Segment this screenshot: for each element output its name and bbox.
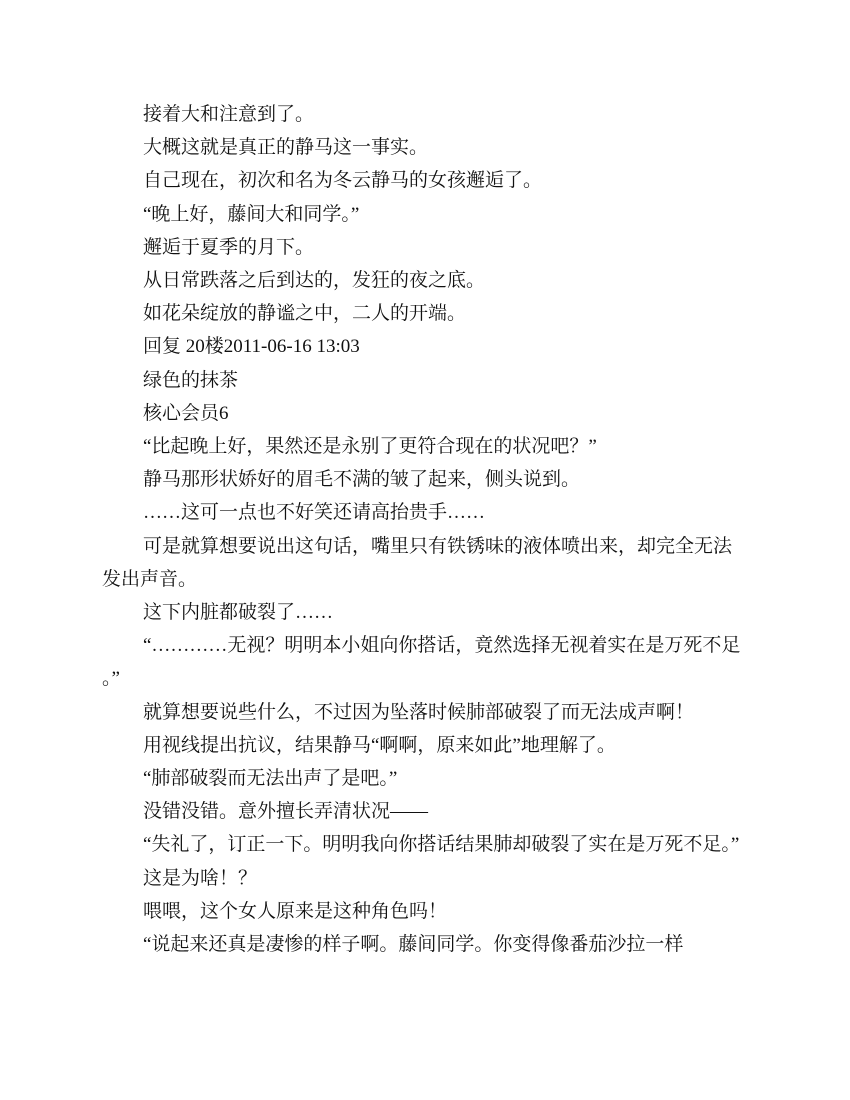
paragraph: 就算想要说些什么，不过因为坠落时候肺部破裂了而无法成声啊！ bbox=[143, 701, 695, 723]
paragraph: 如花朵绽放的静谧之中，二人的开端。 bbox=[143, 303, 467, 325]
paragraph: 这是为啥！？ bbox=[143, 867, 258, 889]
paragraph: 大概这就是真正的静马这一事实。 bbox=[143, 137, 429, 159]
paragraph: 接着大和注意到了。 bbox=[143, 104, 315, 125]
author-name: 绿色的抹茶 bbox=[143, 369, 239, 391]
document-body bbox=[102, 98, 748, 961]
paragraph: 邂逅于夏季的月下。 bbox=[143, 236, 315, 258]
author-rank: 核心会员6 bbox=[143, 402, 229, 424]
paragraph: “晚上好，藤间大和同学。” bbox=[143, 203, 360, 225]
paragraph: 静马那形状娇好的眉毛不满的皱了起来，侧头说到。 bbox=[143, 469, 581, 491]
paragraph: “…………无视？明明本小姐向你搭话，竟然选择无视着实在是万死不足。” bbox=[102, 635, 741, 690]
paragraph: 没错没错。意外擅长弄清状况—— bbox=[143, 801, 429, 823]
paragraph: ……这可一点也不好笑还请高抬贵手…… bbox=[143, 502, 486, 524]
paragraph: 这下内脏都破裂了…… bbox=[143, 602, 334, 624]
paragraph: 自己现在，初次和名为冬云静马的女孩邂逅了。 bbox=[143, 170, 543, 192]
paragraph: 从日常跌落之后到达的，发狂的夜之底。 bbox=[143, 270, 486, 292]
paragraph: 用视线提出抗议，结果静马“啊啊，原来如此”地理解了。 bbox=[143, 734, 616, 756]
paragraph: 喂喂，这个女人原来是这种角色吗！ bbox=[143, 900, 448, 922]
paragraph: “失礼了，订正一下。明明我向你搭话结果肺却破裂了实在是万死不足。” bbox=[143, 834, 740, 856]
paragraph: “比起晚上好，果然还是永别了更符合现在的状况吧？” bbox=[143, 436, 597, 458]
paragraph: “说起来还真是凄惨的样子啊。藤间同学。你变得像番茄沙拉一样 bbox=[143, 934, 684, 956]
paragraph: 可是就算想要说出这句话，嘴里只有铁锈味的液体喷出来，却完全无法发出声音。 bbox=[102, 535, 733, 590]
paragraph: “肺部破裂而无法出声了是吧。” bbox=[143, 768, 398, 790]
reply-meta: 回复 20楼2011-06-16 13:03 bbox=[143, 336, 360, 358]
